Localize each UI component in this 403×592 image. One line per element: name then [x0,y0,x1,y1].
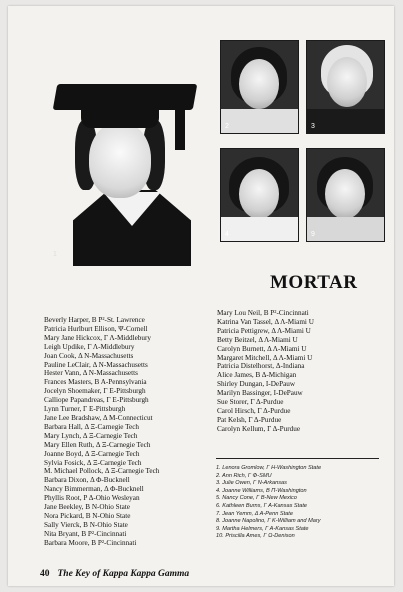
member-name: Jane Lee Bradshaw, Δ Μ-Connecticut [44,413,153,422]
caption-item: 9. Martha Helmers, Γ Α-Kansas State [216,525,309,532]
caption-item: 4. Joanne Williams, Β Π-Washington [216,487,307,494]
member-name: Joanne Boyd, Δ Ξ-Carnegie Tech [44,449,140,458]
caption-item: 3. Julie Owen, Γ Ν-Arkansas [216,480,287,487]
member-name: Barbara Dixon, Δ Φ-Bucknell [44,476,130,485]
member-name: Patricia Hurlburt Ellison, Ψ-Cornell [44,324,148,333]
page-number: 40 [40,569,50,579]
member-name: Margaret Mitchell, Δ Λ-Miami U [217,353,313,362]
portrait-photo-4 [220,148,299,242]
member-name: Carolyn Burnett, Δ Λ-Miami U [217,344,307,353]
caption-item: 1. Lenora Gromlow, Γ Η-Washington State [216,465,322,471]
member-name: Hester Vann, Δ Ν-Massachusetts [44,369,138,378]
member-name: Barbara Hall, Δ Ξ-Carnegie Tech [44,422,140,431]
portrait-photo-2 [220,40,299,134]
member-name: Barbara Moore, Β Ρ²-Cincinnati [44,538,137,547]
names-column-left [44,316,159,548]
member-name: Shirley Dungan, Ι-DePauw [217,380,296,389]
caption-item: 5. Nancy Cone, Γ Β-New Mexico [216,495,297,502]
member-name: Lynn Turner, Γ Ε-Pittsburgh [44,405,126,414]
member-name: Beverly Harper, Β Ρ²-St. Lawrence [44,316,145,324]
member-name: Leigh Updike, Γ Λ-Middlebury [44,342,135,351]
member-name: Betty Beitzel, Δ Λ-Miami U [217,335,298,344]
member-name: Jocelyn Shoemaker, Γ Ε-Pittsburgh [44,387,146,396]
graduation-portrait [45,78,207,266]
photo-number: 1 [53,251,57,258]
member-name: Phyllis Root, Ρ Δ-Ohio Wesleyan [44,494,140,503]
member-name: Frances Masters, Β Α-Pennsylvania [44,378,147,387]
member-name: Katrina Van Tassel, Δ Λ-Miami U [217,317,314,326]
caption-item: 7. Jean Yemm, Δ Α-Penn State [216,510,293,517]
member-name: Mary Ellen Ruth, Δ Ξ-Carnegie Tech [44,440,151,449]
member-name: Patricia Distelhorst, Δ-Indiana [217,362,305,371]
member-name: Nora Pickard, Β Ν-Ohio State [44,511,131,520]
caption-item: 8. Joanne Napolino, Γ Κ-William and Mary [216,518,321,525]
member-name: Patricia Pettigrew, Δ Λ-Miami U [217,326,311,335]
member-name: Nancy Bimmerman, Δ Φ-Bucknell [44,485,144,494]
member-name: Marilyn Bassinger, Ι-DePauw [217,389,303,398]
photo-number: 3 [311,123,315,130]
member-name: Mary Lou Neil, Β Ρ²-Cincinnati [217,309,309,317]
journal-title: The Key of Kappa Kappa Gamma [57,569,190,579]
names-column-right [217,309,314,434]
member-name: Joan Cook, Δ Ν-Massachusetts [44,351,134,360]
photo-number: 9 [311,231,315,238]
member-name: Mary Lynch, Δ Ξ-Carnegie Tech [44,431,138,440]
member-name: Nita Bryant, Β Ρ²-Cincinnati [44,529,127,538]
portrait-photo-3 [306,40,385,134]
photo-captions [216,458,379,541]
caption-item: 2. Ann Rich, Γ Φ-SMU [216,472,272,479]
member-name: Pat Kelsh, Γ Δ-Purdue [217,415,282,424]
photo-number: 2 [225,123,229,130]
section-title: MORTAR [270,272,358,293]
caption-item: 10. Priscilla Ames, Γ Ω-Denison [216,533,295,540]
page-footer [40,569,189,579]
caption-item: 6. Kathleen Burns, Γ Α-Kansas State [216,502,307,509]
member-name: Sally Vierck, Β Ν-Ohio State [44,520,128,529]
member-name: Alice James, Β Δ-Michigan [217,371,297,380]
member-name: Sue Storer, Γ Δ-Purdue [217,398,284,407]
magazine-page [8,6,394,586]
photo-number: 4 [225,231,229,238]
member-name: Jane Beekley, Β Ν-Ohio State [44,503,130,512]
member-name: Carol Hirsch, Γ Δ-Purdue [217,406,291,415]
member-name: Carolyn Kellum, Γ Δ-Purdue [217,424,301,433]
member-name: Sylvia Fosick, Δ Ξ-Carnegie Tech [44,458,142,467]
member-name: Pauline LeClair, Δ Ν-Massachusetts [44,360,148,369]
member-name: M. Michael Pollock, Δ Ξ-Carnegie Tech [44,467,160,476]
portrait-photo-9 [306,148,385,242]
member-name: Calliope Papandreas, Γ Ε-Pittsburgh [44,396,149,405]
member-name: Mary Jane Hickcox, Γ Λ-Middlebury [44,333,151,342]
